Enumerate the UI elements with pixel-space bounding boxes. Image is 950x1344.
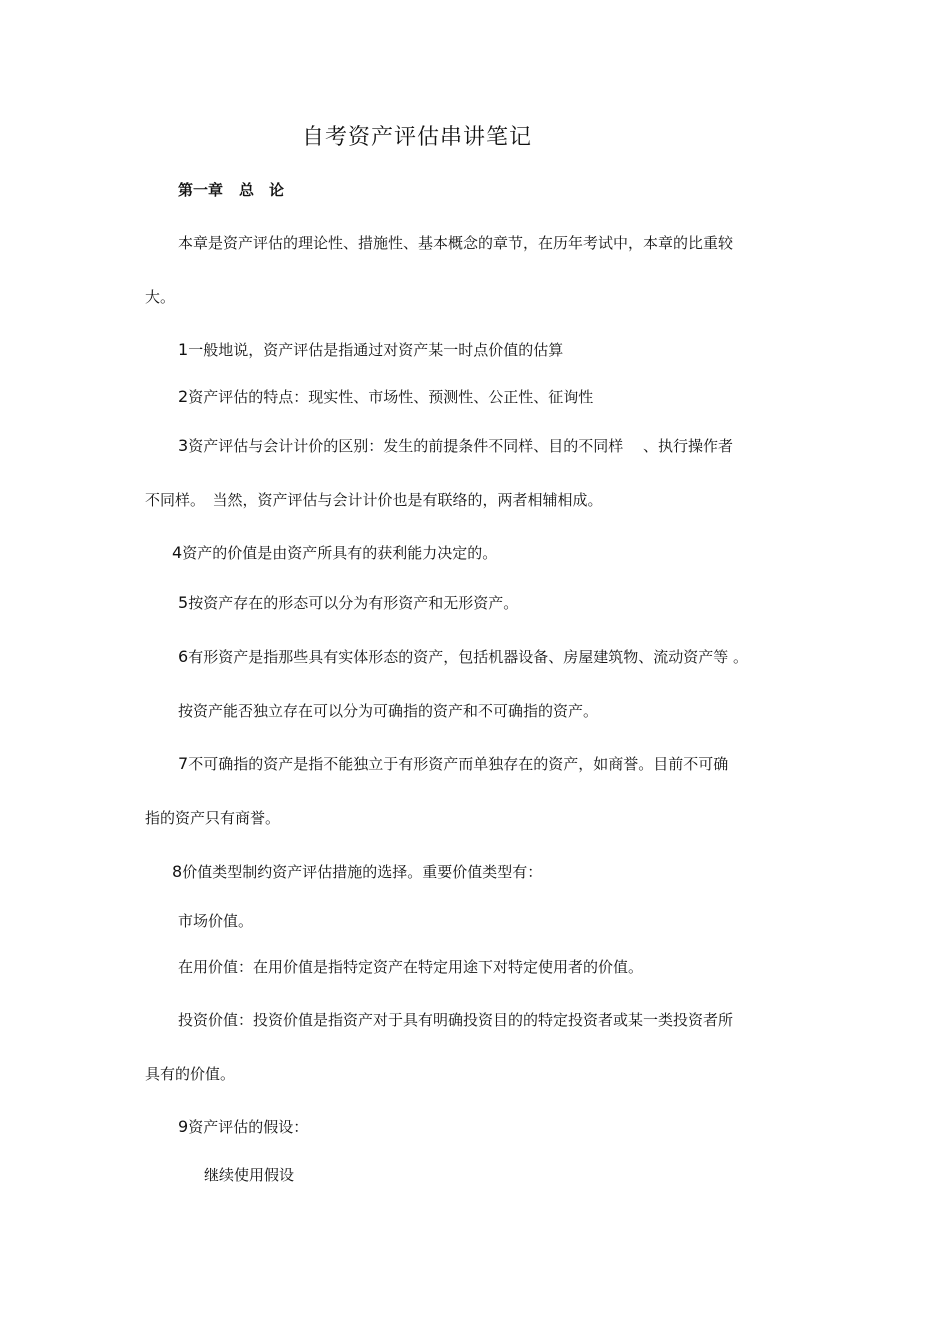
- chapter-label: 第一章: [178, 181, 224, 199]
- point-number: 8: [172, 862, 183, 881]
- point-number: 3: [178, 436, 189, 455]
- point-text: 不可确指的资产是指不能独立于有形资产而单独存在的资产，如商誉。目前不可确: [188, 755, 729, 773]
- point-number: 5: [178, 593, 189, 612]
- point-7: [178, 754, 728, 774]
- point-number: 2: [178, 387, 189, 406]
- assumption-continued-use: 继续使用假设: [204, 1166, 295, 1184]
- point-3: [178, 436, 733, 456]
- point-text: 资产评估的假设：: [188, 1118, 309, 1136]
- point-6-continued: 按资产能否独立存在可以分为可确指的资产和不可确指的资产。: [178, 702, 599, 720]
- point-number: 6: [178, 647, 189, 666]
- value-type-market: 市场价值。: [178, 912, 254, 930]
- chapter-heading: [178, 180, 284, 200]
- point-2: [178, 387, 593, 407]
- point-9: [178, 1117, 308, 1137]
- value-type-in-use: 在用价值：在用价值是指特定资产在特定用途下对特定使用者的价值。: [178, 958, 644, 976]
- point-text: 按资产存在的形态可以分为有形资产和无形资产。: [188, 594, 519, 612]
- point-5: [178, 593, 518, 613]
- point-text: 一般地说，资产评估是指通过对资产某一时点价值的估算: [188, 341, 564, 359]
- point-text: 有形资产是指那些具有实体形态的资产，包括机器设备、房屋建筑物、流动资产等 。: [188, 648, 748, 666]
- point-number: 7: [178, 754, 189, 773]
- point-7-continued: 指的资产只有商誉。: [145, 809, 281, 827]
- point-text: 资产的价值是由资产所具有的获利能力决定的。: [182, 544, 498, 562]
- document-title: 自考资产评估串讲笔记: [302, 125, 533, 150]
- value-type-investment-line-1: 投资价值：投资价值是指资产对于具有明确投资目的的特定投资者或某一类投资者所: [178, 1011, 734, 1029]
- point-text: 价值类型制约资产评估措施的选择。重要价值类型有：: [182, 863, 543, 881]
- value-type-investment-line-2: 具有的价值。: [145, 1065, 236, 1083]
- point-text: 资产评估与会计计价的区别：发生的前提条件不同样、目的不同样 、执行操作者: [188, 437, 733, 455]
- intro-line-2: 大。: [145, 288, 176, 306]
- point-6: [178, 647, 748, 667]
- point-8: [172, 862, 542, 882]
- point-3-continued: 不同样。 当然，资产评估与会计计价也是有联络的，两者相辅相成。: [145, 491, 603, 509]
- point-number: 1: [178, 340, 189, 359]
- point-1: [178, 340, 563, 360]
- point-text: 资产评估的特点：现实性、市场性、预测性、公正性、征询性: [188, 388, 594, 406]
- point-number: 9: [178, 1117, 189, 1136]
- chapter-name: 总 论: [239, 181, 285, 199]
- point-number: 4: [172, 543, 183, 562]
- intro-line-1: 本章是资产评估的理论性、措施性、基本概念的章节，在历年考试中，本章的比重较: [178, 234, 734, 252]
- point-4: [172, 543, 497, 563]
